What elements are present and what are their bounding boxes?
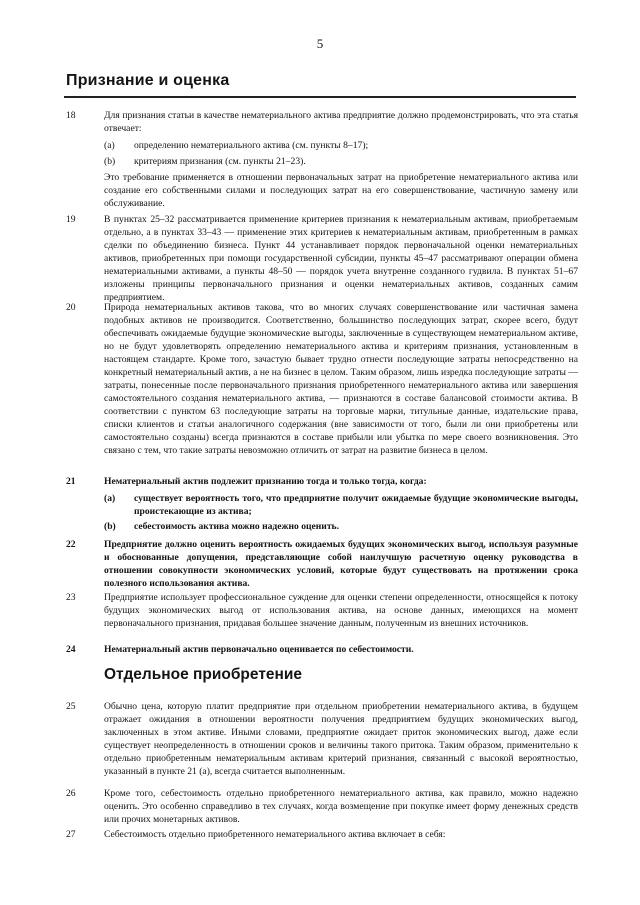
paragraph-text: Предприятие использует профессиональное суждение для оценки степени определенности, относящейся к потоку будущих экономических выгод от использования актива, на основе данных, имеющихся на момент первоначального признания, придавая большее значение данным, полученным из внешних источников. [104, 592, 578, 629]
subitem-label: (b) [104, 156, 116, 167]
paragraph-26 [66, 787, 578, 826]
subitem-text: определению нематериального актива (см. пункты 8–17); [134, 140, 369, 151]
subitem-text: существует вероятность того, что предприятие получит ожидаемые будущие экономические выгоды, проистекающие из актива; [134, 493, 578, 517]
paragraph-text: Кроме того, себестоимость отдельно приобретенного нематериального актива, как правило, можно надежно оценить. Это особенно справедливо в тех случаях, когда возмещение при покупке имеет форму денежных средств или прочих монетарных активов. [104, 788, 578, 825]
paragraph-number: 27 [66, 829, 76, 840]
paragraph-number: 18 [66, 110, 76, 121]
paragraph-number: 20 [66, 302, 76, 313]
subitem-18b [104, 155, 578, 168]
subitem-text: критериям признания (см. пункты 21–23). [134, 156, 306, 167]
paragraph-text: Нематериальный актив подлежит признанию тогда и только тогда, когда: [104, 476, 427, 487]
paragraph-19 [66, 213, 578, 304]
paragraph-text: Это требование применяется в отношении первоначальных затрат на приобретение нематериального актива или создание его собственными силами и последующих затрат на его совершенствование, частичную замену или обслуживание. [104, 172, 578, 209]
paragraph-text: Обычно цена, которую платит предприятие при отдельном приобретении нематериального актива, в будущем отражает ожидания в отношении вероятности получения предприятием будущих экономических выгод, заключенных в этом активе. Иными словами, предприятие ожидает приток экономических выгод, даже если существует неопределенность в отношении сроков и величины такого притока. Таким образом, применительно к отдельно приобретенным нематериальным активам критерий признания, связанный с высокой вероятностью, указанный в пункте 21 (а), всегда считается выполненным. [104, 701, 578, 777]
paragraph-text: Для признания статьи в качестве нематериального актива предприятие должно продемонстрировать, что эта статья отвечает: [104, 110, 578, 134]
paragraph-24 [66, 643, 578, 656]
page-number: 5 [316, 36, 324, 51]
paragraph-number: 26 [66, 788, 76, 799]
paragraph-23 [66, 591, 578, 630]
paragraph-number: 25 [66, 701, 76, 712]
subitem-label: (a) [104, 140, 115, 151]
paragraph-text: Предприятие должно оценить вероятность ожидаемых будущих экономических выгод, используя разумные и обоснованные допущения, представляющие собой наилучшую расчетную оценку руководства в отношении совокупности экономических условий, которые будут существовать на протяжении срока полезного использования актива. [104, 539, 578, 589]
subitem-21a [104, 492, 578, 518]
paragraph-18-continuation [66, 171, 578, 210]
paragraph-text: Себестоимость отдельно приобретенного нематериального актива включает в себя: [104, 829, 446, 840]
paragraph-text: В пунктах 25–32 рассматривается применение критериев признания к нематериальным активам, приобретаемым отдельно, а в пунктах 33–43 — применение этих критериев к нематериальным активам, приобретенным в рамках сделки по объединению бизнеса. Пункт 44 устанавливает порядок первоначальной оценки нематериальных активов, приобретенных при помощи государственной субсидии, пункты 45–47 рассматривают операции обмена нематериальными активами, а пункты 48–50 — порядок учета внутренне созданного гудвила. В пунктах 51–67 изложены принципы первоначального признания и оценки нематериальных активов, созданных самим предприятием. [104, 214, 578, 303]
paragraph-text: Нематериальный актив первоначально оценивается по себестоимости. [104, 644, 414, 655]
paragraph-27 [66, 828, 578, 841]
paragraph-number: 23 [66, 592, 76, 603]
paragraph-21 [66, 475, 578, 488]
paragraph-number: 19 [66, 214, 76, 225]
subitem-18a [104, 139, 578, 152]
paragraph-number: 22 [66, 539, 76, 550]
subitem-text: себестоимость актива можно надежно оценить. [134, 521, 340, 532]
paragraph-text: Природа нематериальных активов такова, что во многих случаях совершенствование или частичная замена подобных активов не производится. Соответственно, большинство последующих затрат, скорее всего, будут обеспечивать ожидаемые будущие экономические выгоды, заключенные в существующем нематериальном активе, но не будут удовлетворять определению нематериального актива и критериям признания, установленным в настоящем стандарте. Кроме того, зачастую бывает трудно отнести последующие затраты непосредственно на конкретный нематериальный актив, а не на бизнес в целом. Таким образом, лишь изредка последующие затраты — затраты, понесенные после первоначального признания приобретенного нематериального актива или завершения самостоятельного создания нематериального актива, — признаются в составе балансовой стоимости актива. В соответствии с пунктом 63 последующие затраты на торговые марки, титульные данные, издательские права, списки клиентов и статьи аналогичного содержания (вне зависимости от того, были ли они приобретены или самостоятельно созданы) всегда признаются в составе прибыли или убытка по мере своего возникновения. Это связано с тем, что такие затраты невозможно отличить от затрат на развитие бизнеса в целом. [104, 302, 578, 456]
subsection-title: Отдельное приобретение [104, 666, 303, 683]
paragraph-25 [66, 700, 578, 778]
paragraph-20 [66, 301, 578, 457]
paragraph-number: 24 [66, 644, 76, 655]
section-title: Признание и оценка [66, 72, 230, 89]
paragraph-18 [66, 109, 578, 135]
subitem-21b [104, 520, 578, 533]
section-title-rule [64, 96, 576, 98]
subitem-label: (b) [104, 521, 116, 532]
paragraph-number: 21 [66, 476, 76, 487]
paragraph-22 [66, 538, 578, 590]
subitem-label: (a) [104, 493, 116, 504]
